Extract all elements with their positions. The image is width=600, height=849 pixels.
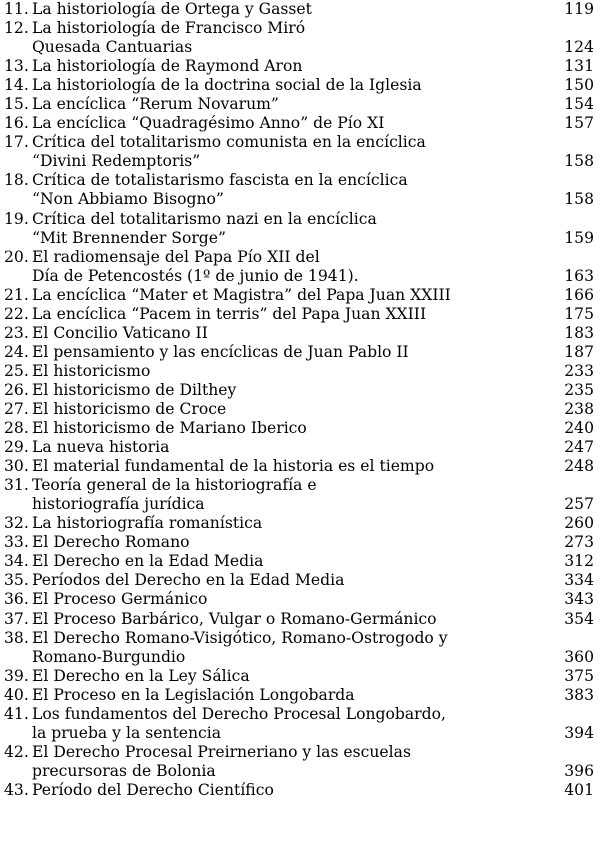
toc-entry-page-number: 273 — [564, 533, 594, 552]
toc-entry-page-number: 343 — [564, 590, 594, 609]
toc-entry-title-line: La encíclica “Mater et Magistra” del Papa Juan XXIII — [32, 285, 451, 304]
toc-entry-title-line: El Derecho en la Ley Sálica — [32, 666, 250, 685]
toc-entry-number: 36. — [4, 590, 29, 609]
toc-entry-title-line: El radiomensaje del Papa Pío XII del — [32, 247, 320, 266]
toc-entry — [0, 381, 600, 400]
toc-entry-number: 32. — [4, 514, 29, 533]
toc-entry-title — [32, 57, 542, 76]
toc-entry-number: 39. — [4, 666, 29, 685]
toc-entry-page-number: 383 — [564, 685, 594, 704]
toc-entry — [0, 362, 600, 381]
toc-entry-title-line: El historicismo de Dilthey — [32, 380, 237, 399]
toc-entry-page-number: 312 — [564, 552, 594, 571]
toc-entry-title-line: la prueba y la sentencia — [32, 723, 222, 742]
toc-entry — [0, 610, 600, 629]
toc-entry-number: 17. — [4, 133, 29, 152]
toc-entry — [0, 400, 600, 419]
toc-entry-title-line: El material fundamental de la historia es el tiempo — [32, 457, 435, 476]
toc-entry-title-line: La historiología de Francisco Miró — [32, 19, 306, 38]
toc-entry-title-line: El Proceso en la Legislación Longobarda — [32, 685, 355, 704]
toc-entry-title — [32, 76, 542, 95]
toc-entry-title — [32, 324, 542, 343]
toc-entry-page-number: 247 — [564, 438, 594, 457]
toc-entry-title-line: La historiología de Raymond Aron — [32, 57, 303, 76]
toc-entry-title-line: “Mit Brennender Sorge” — [32, 228, 226, 247]
toc-entry-page-number: 183 — [564, 323, 594, 342]
toc-entry-page-number: 360 — [564, 647, 594, 666]
toc-entry-title — [32, 381, 542, 400]
toc-entry — [0, 590, 600, 609]
toc-entry-number: 34. — [4, 552, 29, 571]
toc-entry — [0, 0, 600, 19]
toc-entry-number: 20. — [4, 247, 29, 266]
toc-entry-title-line: El Derecho Romano — [32, 533, 190, 552]
toc-entry-title — [32, 305, 542, 324]
toc-entry-title — [32, 248, 542, 286]
toc-entry — [0, 781, 600, 800]
toc-entry-title-line: Romano-Burgundio — [32, 647, 186, 666]
toc-entry-number: 41. — [4, 704, 29, 723]
toc-entry-title — [32, 629, 542, 667]
toc-entry-title-line: El historicismo de Croce — [32, 399, 227, 418]
toc-entry-title — [32, 457, 542, 476]
toc-entry — [0, 343, 600, 362]
toc-entry-number: 15. — [4, 95, 29, 114]
toc-entry-number: 38. — [4, 628, 29, 647]
toc-entry — [0, 533, 600, 552]
toc-entry-page-number: 354 — [564, 609, 594, 628]
toc-entry-title — [32, 705, 542, 743]
toc-entry-number: 26. — [4, 380, 29, 399]
toc-entry-title — [32, 743, 542, 781]
toc-entry — [0, 133, 600, 171]
toc-entry — [0, 571, 600, 590]
toc-entry-title-line: El Derecho Procesal Preirneriano y las escuelas — [32, 742, 411, 761]
toc-entry-title-line: Día de Petencostés (1º de junio de 1941). — [32, 266, 359, 285]
toc-entry — [0, 476, 600, 514]
toc-entry-title — [32, 171, 542, 209]
toc-entry-title-line: historiografía jurídica — [32, 495, 205, 514]
toc-entry-title — [32, 133, 542, 171]
toc-entry-number: 21. — [4, 285, 29, 304]
toc-entry-title — [32, 210, 542, 248]
toc-entry-title — [32, 667, 542, 686]
toc-entry — [0, 514, 600, 533]
toc-entry-title-line: El Derecho en la Edad Media — [32, 552, 264, 571]
toc-entry-number: 40. — [4, 685, 29, 704]
toc-entry — [0, 305, 600, 324]
toc-entry — [0, 419, 600, 438]
toc-entry-title-line: El historicismo de Mariano Iberico — [32, 419, 307, 438]
toc-entry-title-line: La historiografía romanística — [32, 514, 263, 533]
toc-entry-number: 35. — [4, 571, 29, 590]
toc-entry-title-line: La encíclica “Pacem in terris” del Papa Juan XXIII — [32, 304, 427, 323]
toc-entry — [0, 457, 600, 476]
toc-entry-title — [32, 533, 542, 552]
toc-entry-page-number: 158 — [564, 152, 594, 171]
toc-entry-page-number: 334 — [564, 571, 594, 590]
toc-entry-page-number: 238 — [564, 399, 594, 418]
toc-entry-number: 37. — [4, 609, 29, 628]
toc-entry-page-number: 187 — [564, 342, 594, 361]
toc-entry-title-line: Quesada Cantuarias — [32, 38, 193, 57]
toc-entry-page-number: 131 — [564, 57, 594, 76]
toc-entry-number: 24. — [4, 342, 29, 361]
toc-entry-title — [32, 400, 542, 419]
toc-entry-title-line: La historiología de la doctrina social de la Iglesia — [32, 76, 422, 95]
toc-entry-number: 43. — [4, 780, 29, 799]
toc-entry-page-number: 124 — [564, 38, 594, 57]
toc-entry-number: 16. — [4, 114, 29, 133]
toc-entry — [0, 438, 600, 457]
toc-entry-number: 42. — [4, 742, 29, 761]
toc-entry-number: 13. — [4, 57, 29, 76]
toc-entry-page-number: 401 — [564, 780, 594, 799]
toc-entry-number: 23. — [4, 323, 29, 342]
toc-entry — [0, 57, 600, 76]
toc-entry-title-line: Crítica del totalitarismo nazi en la encíclica — [32, 209, 377, 228]
toc-entry — [0, 324, 600, 343]
toc-entry-title-line: Teoría general de la historiografía e — [32, 476, 317, 495]
toc-entry-title — [32, 95, 542, 114]
toc-entry-title-line: La nueva historia — [32, 438, 170, 457]
toc-entry-title-line: El Derecho Romano-Visigótico, Romano-Ostrogodo y — [32, 628, 448, 647]
toc-entry-title-line: La encíclica “Quadragésimo Anno” de Pío XI — [32, 114, 385, 133]
toc-entry-title-line: El Proceso Germánico — [32, 590, 208, 609]
toc-entry-title — [32, 686, 542, 705]
toc-entry-page-number: 159 — [564, 228, 594, 247]
toc-entry-title-line: Crítica de totalistarismo fascista en la encíclica — [32, 171, 408, 190]
toc-entry-number: 28. — [4, 419, 29, 438]
toc-entry-number: 12. — [4, 19, 29, 38]
toc-entry-page-number: 166 — [564, 285, 594, 304]
toc-entry-page-number: 163 — [564, 266, 594, 285]
toc-entry-title — [32, 781, 542, 800]
toc-entry — [0, 76, 600, 95]
toc-entry-page-number: 394 — [564, 723, 594, 742]
toc-entry-number: 11. — [4, 0, 29, 18]
toc-entry-page-number: 375 — [564, 666, 594, 685]
toc-entry-title — [32, 362, 542, 381]
toc-entry-page-number: 257 — [564, 495, 594, 514]
toc-entry-number: 14. — [4, 76, 29, 95]
toc-entry-page-number: 396 — [564, 761, 594, 780]
toc-entry-title-line: “Divini Redemptoris” — [32, 152, 201, 171]
toc-entry-title — [32, 286, 542, 305]
toc-entry-page-number: 158 — [564, 190, 594, 209]
toc-entry — [0, 552, 600, 571]
toc-entry — [0, 114, 600, 133]
toc-entry — [0, 286, 600, 305]
toc-entry-page-number: 150 — [564, 76, 594, 95]
toc-entry-title — [32, 0, 542, 19]
toc-entry-title — [32, 610, 542, 629]
toc-entry-page-number: 157 — [564, 114, 594, 133]
toc-entry-page-number: 235 — [564, 380, 594, 399]
toc-entry — [0, 210, 600, 248]
toc-entry-number: 31. — [4, 476, 29, 495]
toc-entry — [0, 686, 600, 705]
toc-entry-title-line: Los fundamentos del Derecho Procesal Longobardo, — [32, 704, 446, 723]
toc-entry-title-line: precursoras de Bolonia — [32, 761, 216, 780]
toc-entry-title-line: La historiología de Ortega y Gasset — [32, 0, 312, 18]
toc-entry-title — [32, 552, 542, 571]
toc-entry-title-line: El Proceso Barbárico, Vulgar o Romano-Germánico — [32, 609, 437, 628]
toc-entry-number: 29. — [4, 438, 29, 457]
toc-entry-title — [32, 476, 542, 514]
toc-entry-title-line: “Non Abbiamo Bisogno” — [32, 190, 224, 209]
toc-entry — [0, 629, 600, 667]
toc-entry — [0, 248, 600, 286]
toc-entry-title-line: Crítica del totalitarismo comunista en la encíclica — [32, 133, 426, 152]
toc-entry-number: 18. — [4, 171, 29, 190]
toc-entry-title — [32, 514, 542, 533]
toc-entry-title-line: Período del Derecho Científico — [32, 780, 274, 799]
toc-entry-number: 30. — [4, 457, 29, 476]
toc-entry — [0, 19, 600, 57]
toc-entry-page-number: 248 — [564, 457, 594, 476]
toc-entry-page-number: 175 — [564, 304, 594, 323]
toc-entry — [0, 743, 600, 781]
toc-entry-title — [32, 114, 542, 133]
toc-entry-number: 22. — [4, 304, 29, 323]
toc-entry — [0, 667, 600, 686]
toc-entry — [0, 705, 600, 743]
toc-entry-page-number: 260 — [564, 514, 594, 533]
toc-entry-title-line: El pensamiento y las encíclicas de Juan Pablo II — [32, 342, 409, 361]
toc-entry-title-line: Períodos del Derecho en la Edad Media — [32, 571, 345, 590]
toc-entry-title — [32, 19, 542, 57]
toc-entry-title-line: El Concilio Vaticano II — [32, 323, 208, 342]
toc-entry-number: 27. — [4, 399, 29, 418]
toc-entry-title — [32, 343, 542, 362]
toc-entry-title — [32, 419, 542, 438]
toc-entry-title-line: El historicismo — [32, 361, 151, 380]
toc-entry-title — [32, 590, 542, 609]
toc-entry-number: 19. — [4, 209, 29, 228]
toc-entry-page-number: 240 — [564, 419, 594, 438]
toc-entry-page-number: 154 — [564, 95, 594, 114]
toc-entry-title — [32, 571, 542, 590]
toc-entry-title — [32, 438, 542, 457]
toc-entry-page-number: 233 — [564, 361, 594, 380]
toc-entry-number: 33. — [4, 533, 29, 552]
toc-entry-title-line: La encíclica “Rerum Novarum” — [32, 95, 279, 114]
toc-entry — [0, 95, 600, 114]
toc-entry-number: 25. — [4, 361, 29, 380]
toc-entry-page-number: 119 — [564, 0, 594, 18]
toc-entry — [0, 171, 600, 209]
